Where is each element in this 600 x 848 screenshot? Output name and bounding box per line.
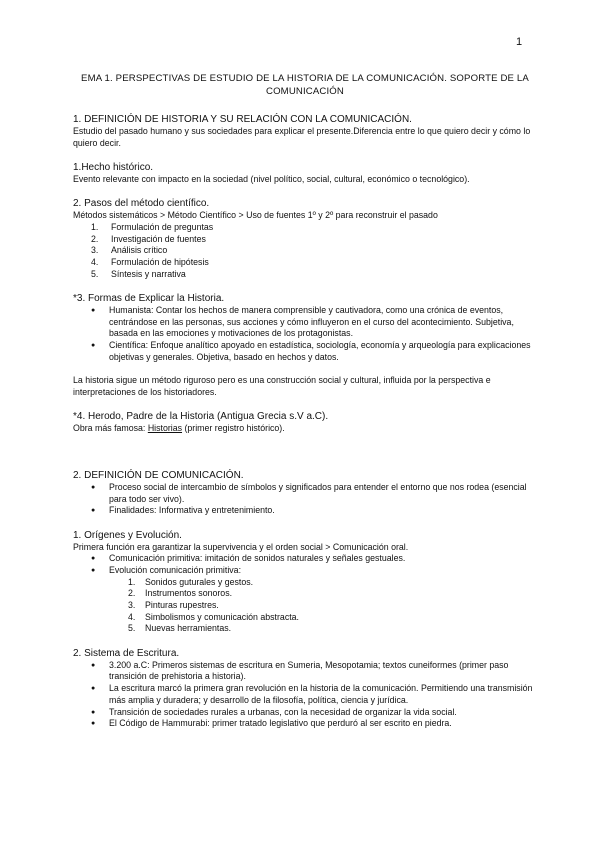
list-item: ● Finalidades: Informativa y entretenimiento. [73, 505, 533, 517]
list-item: ● 3.200 a.C: Primeros sistemas de escritura en Sumeria, Mesopotamia; textos cuneiformes (primer paso transición de prehistoria a historia). [73, 660, 533, 683]
section-2-heading: 2. DEFINICIÓN DE COMUNICACIÓN. [73, 469, 244, 481]
list-item: ● Científica: Enfoque analítico apoyado en estadística, sociología, economía y arqueología para explicaciones objetivas y generales. Objetiva, basado en hechos y datos. [73, 340, 533, 363]
list-item: 3. Pinturas rupestres. [128, 600, 219, 611]
section-1-heading: 1. DEFINICIÓN DE HISTORIA Y SU RELACIÓN CON LA COMUNICACIÓN. [73, 114, 412, 125]
section-1-text: Estudio del pasado humano y sus sociedades para explicar el presente.Diferencia entre lo que quiero decir y cómo lo quiero decir. [73, 126, 531, 148]
formas-explicar-list [73, 305, 533, 364]
list-item: 1. Sonidos guturales y gestos. [128, 576, 254, 587]
metodo-cientifico-text: Métodos sistemáticos > Método Científico > Uso de fuentes 1º y 2º para reconstruir el pasado [73, 210, 438, 221]
comunicacion-list [73, 482, 533, 517]
metodo-cientifico-heading: 2. Pasos del método científico. [73, 198, 210, 210]
evolucion-sublist [73, 577, 533, 636]
formas-explicar-heading: *3. Formas de Explicar la Historia. [73, 292, 225, 304]
list-item: ● Proceso social de intercambio de símbolos y significados para entender el entorno que nos rodea (esencial para todo ser vivo). [73, 482, 533, 505]
list-item: ● La escritura marcó la primera gran revolución en la historia de la comunicación. Permitiendo una transmisión más amplia y duradera; y desarrollo de la filosofía, política, ciencia y jurídica. [73, 683, 533, 706]
escritura-list [73, 660, 533, 730]
list-item: ● Transición de sociedades rurales a urbanas, con la necesidad de organizar la vida social. [73, 707, 533, 719]
origenes-text: Primera función era garantizar la supervivencia y el orden social > Comunicación oral. [73, 541, 409, 552]
list-item: 3. Análisis crítico [91, 245, 168, 256]
list-item: 5. Nuevas herramientas. [128, 623, 232, 634]
document-body [73, 113, 533, 730]
origenes-list [73, 553, 533, 576]
herodoto-heading: *4. Herodo, Padre de la Historia (Antigua Grecia s.V a.C). [73, 410, 329, 422]
list-item: ● Comunicación primitiva: imitación de sonidos naturales y señales gestuales. [73, 553, 533, 565]
list-item: ● Humanista: Contar los hechos de manera comprensible y cautivadora, como una crónica de eventos, centrándose en las personas, sus acciones y cómo influyeron en el curso del acontecimiento. Subjetiva, basada en las emociones y motivaciones de los protagonistas. [73, 305, 533, 340]
list-item: ● El Código de Hammurabi: primer tratado legislativo que perduró al ser escrito en piedra. [73, 718, 533, 730]
list-item: 4. Simbolismos y comunicación abstracta. [128, 611, 300, 622]
list-item: 2. Investigación de fuentes [91, 233, 206, 244]
list-item: 2. Instrumentos sonoros. [128, 588, 233, 599]
list-item: 1. Formulación de preguntas [91, 221, 214, 232]
list-item: ● Evolución comunicación primitiva: [73, 565, 533, 577]
historias-link: Historias [147, 422, 183, 433]
origenes-heading: 1. Orígenes y Evolución. [73, 529, 182, 541]
hecho-historico-heading: 1.Hecho histórico. [73, 161, 154, 173]
list-item: 5. Síntesis y narrativa [91, 268, 186, 279]
document-title: EMA 1. PERSPECTIVAS DE ESTUDIO DE LA HISTORIA DE LA COMUNICACIÓN. SOPORTE DE LA COMUNICACIÓN [81, 73, 529, 97]
herodoto-text: Obra más famosa: Historias (primer registro histórico). [73, 422, 285, 433]
page-number: 1 [516, 36, 523, 48]
escritura-heading: 2. Sistema de Escritura. [73, 647, 180, 659]
method-steps-list [73, 222, 533, 281]
historia-note: La historia sigue un método riguroso pero es una construcción social y cultural, influida por la perspectiva e interpretaciones de los historiadores. [73, 374, 491, 397]
hecho-historico-text: Evento relevante con impacto en la sociedad (nivel político, social, cultural, económico o tecnológico). [73, 173, 470, 184]
list-item: 4. Formulación de hipótesis [91, 256, 209, 267]
